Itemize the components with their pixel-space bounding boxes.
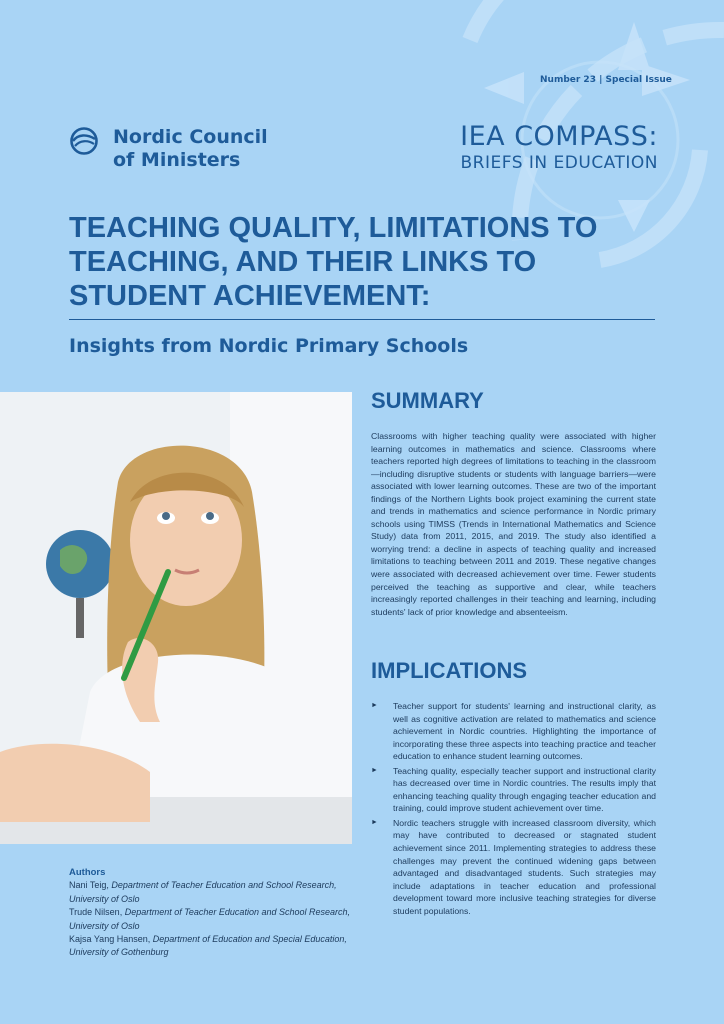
title-divider: [69, 319, 655, 320]
publisher-logo: [69, 126, 268, 172]
author-name: Nani Teig: [69, 880, 107, 891]
summary-text: Classrooms with higher teaching quality were associated with higher learning outcomes in mathematics and science. Classrooms where teachers reported high degrees of limitations to teaching in the classroom—including disruptive students or students with language barriers—were associated with lower learning outcomes. These are two of the important findings of the Northern Lights book project examining the current state and trends in mathematics and science performance in Nordic primary schools using TIMSS (Trends in International Mathematics and Science Study) data from 2011, 2015, and 2019. The study also identified a worrying trend: a decline in aspects of teaching quality and increased limitations to teaching between 2011 and 2019. These negative changes were associated with decreased achievement over time. Fewer students perceived the teaching as supportive and clear, while teachers increasingly reported challenges in their teaching and learning, including students' lack of prior knowledge and absenteeism.: [371, 431, 656, 617]
implications-list: [371, 700, 656, 919]
author-entry: Kajsa Yang Hansen, Department of Education and Special Education, University of Gothenburg: [69, 934, 347, 958]
implications-heading: IMPLICATIONS: [371, 658, 528, 683]
swan-logo-icon: [69, 126, 99, 156]
author-affiliation: Department of Teacher Education and School Research, University of Oslo: [69, 880, 337, 904]
implication-text: Teacher support for students' learning and instructional clarity, as well as cognitive activation are related to mathematics and science achievement in Nordic countries. Highlighting the importance of incorporating these three aspects into teaching practice and teacher education to enhance student learning outcomes.: [393, 701, 656, 762]
authors-block: [69, 866, 359, 960]
list-item: [371, 700, 656, 763]
bullet-arrow-icon: ►: [371, 766, 378, 774]
publisher-name-line1: Nordic Council: [113, 126, 268, 148]
author-entry: Nani Teig, Department of Teacher Education and School Research, University of Oslo: [69, 880, 337, 904]
cover-photo: [0, 392, 352, 844]
summary-heading: SUMMARY: [371, 388, 484, 413]
document-title: TEACHING QUALITY, LIMITATIONS TO TEACHING, AND THEIR LINKS TO STUDENT ACHIEVEMENT:: [69, 212, 598, 312]
document-subtitle: Insights from Nordic Primary Schools: [69, 335, 469, 357]
author-affiliation: Department of Teacher Education and School Research, University of Oslo: [69, 907, 351, 931]
series-title: [418, 122, 658, 174]
implication-text: Nordic teachers struggle with increased classroom diversity, which may have contributed to decreased or stagnated student achievement since 2011. Implementing strategies to address these challenges may prevent the continued widening gaps between advantaged and disadvantaged students. Such strategies may include adaptations in teacher education and professional development toward more inclusive teaching strategies for diverse student populations.: [393, 817, 656, 916]
author-name: Trude Nilsen: [69, 907, 120, 918]
implication-text: Teaching quality, especially teacher support and instructional clarity has decreased over time in Nordic countries. The results imply that enhancing teaching quality through engaging teacher education and training, could improve student achievement over time.: [393, 765, 656, 814]
bullet-arrow-icon: ►: [371, 702, 378, 709]
author-name: Kajsa Yang Hansen: [69, 934, 148, 945]
list-item: [371, 765, 656, 815]
author-entry: Trude Nilsen, Department of Teacher Education and School Research, University of Oslo: [69, 907, 351, 931]
issue-number: Number 23 | Special Issue: [540, 75, 672, 85]
bullet-arrow-icon: ►: [371, 818, 378, 826]
series-title-line1: IEA COMPASS:: [460, 121, 658, 152]
author-affiliation: Department of Education and Special Education, University of Gothenburg: [69, 934, 347, 958]
publisher-name-line2: of Ministers: [113, 149, 241, 171]
series-title-line2: BRIEFS IN EDUCATION: [460, 153, 658, 173]
girl-thinking-illustration: [0, 392, 352, 844]
authors-heading: Authors: [69, 867, 106, 878]
list-item: [371, 817, 656, 917]
